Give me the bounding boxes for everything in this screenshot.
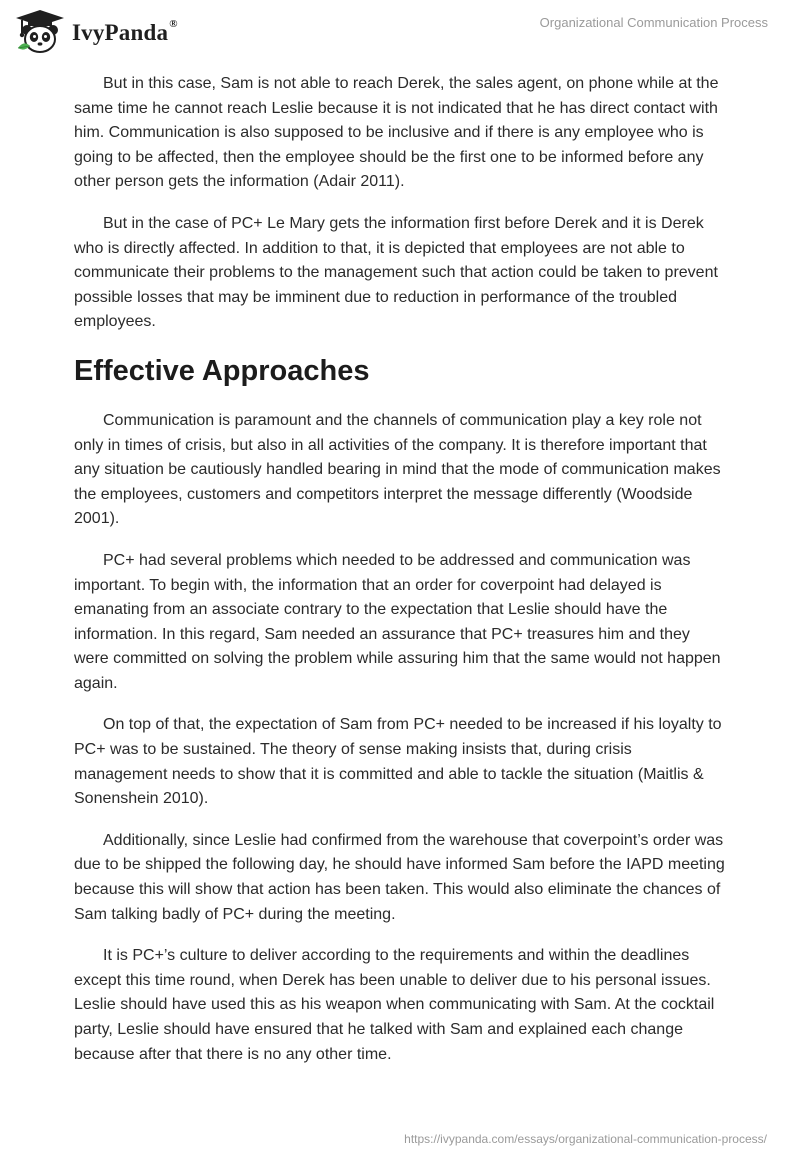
section-heading: Effective Approaches (74, 354, 370, 387)
brand-name: IvyPanda® (72, 18, 178, 45)
panda-graduate-icon (14, 8, 66, 54)
paragraph: It is PC+’s culture to deliver according to the requirements and within the deadlines except this time round, when Derek has been unable to deliver due to his personal issues. Leslie should have used this as his weapon when communicating with Sam. At the cocktail party, Leslie should have ensured that he talked with Sam and explained each change because after that there is no any other time. (74, 947, 715, 1063)
paragraph: Additionally, since Leslie had confirmed from the warehouse that coverpoint’s order was due to be shipped the following day, he should have informed Sam before the IAPD meeting because this will show that action has been taken. This would also eliminate the chances of Sam talking badly of PC+ during the meeting. (74, 831, 725, 923)
paragraph: But in the case of PC+ Le Mary gets the information first before Derek and it is Derek who is directly affected. In addition to that, it is depicted that employees are not able to communicate their problems to the management such that action could be taken to prevent possible losses that may be imminent due to reduction in performance of the troubled employees. (74, 214, 718, 331)
essay-content (74, 72, 726, 1084)
paragraph: Communication is paramount and the channels of communication play a key role not only in times of crisis, but also in all activities of the company. It is therefore important that any situation be cautiously handled bearing in mind that the mode of communication makes the employees, customers and competitors interpret the message differently (Woodside 2001). (74, 411, 721, 528)
paragraph: But in this case, Sam is not able to reach Derek, the sales agent, on phone while at the same time he cannot reach Leslie because it is not indicated that he has direct contact with him. Communication is also supposed to be inclusive and if there is any employee who is going to be affected, then the employee should be the first one to be informed before any other person gets the information (Adair 2011). (74, 75, 719, 191)
page-header (0, 0, 800, 70)
paragraph: On top of that, the expectation of Sam from PC+ needed to be increased if his loyalty to PC+ was to be sustained. The theory of sense making insists that, during crisis management needs to show that it is committed and able to tackle the situation (Maitlis & Sonenshein 2010). (74, 716, 722, 808)
paragraph: PC+ had several problems which needed to be addressed and communication was important. To begin with, the information that an order for coverpoint had delayed is emanating from an associate contrary to the expectation that Leslie should have the information. In this regard, Sam needed an assurance that PC+ treasures him and they were committed on solving the problem while assuring him that the same would not happen again. (74, 551, 721, 692)
source-url[interactable]: https://ivypanda.com/essays/organizational-communication-process/ (404, 1132, 767, 1146)
brand-logo[interactable] (14, 8, 178, 54)
running-title: Organizational Communication Process (539, 15, 768, 30)
